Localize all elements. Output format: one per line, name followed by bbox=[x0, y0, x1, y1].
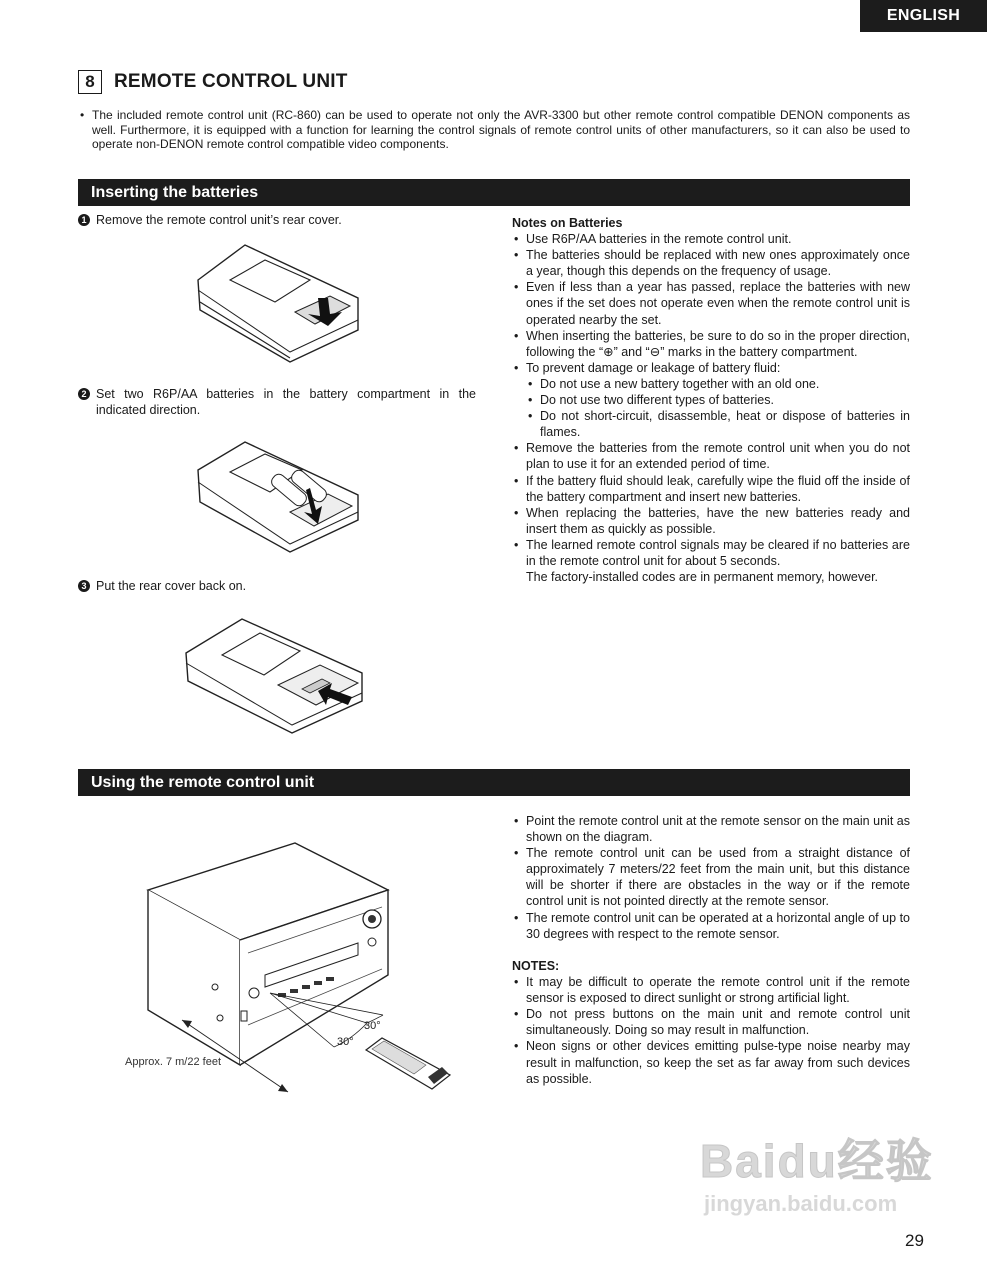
step-1 bbox=[78, 212, 476, 228]
usage-point: • Point the remote control unit at the remote sensor on the main unit as shown on the diagram. bbox=[512, 813, 910, 845]
battery-notes-title: Notes on Batteries bbox=[512, 216, 623, 230]
intro-list bbox=[78, 108, 910, 152]
usage-point: • The remote control unit can be used from a straight distance of approximately 7 meters/22 feet from the main unit, but this distance will be shorter if there are obstacles in the way or if the remote control unit is not pointed directly at the remote sensor. bbox=[512, 845, 910, 909]
angle-label-right: 30° bbox=[364, 1020, 381, 1032]
remove-cover-illustration bbox=[190, 240, 370, 365]
baidu-watermark bbox=[700, 1125, 934, 1217]
section-number: 8 bbox=[78, 70, 102, 94]
step-text-1: Remove the remote control unit’s rear cover. bbox=[96, 213, 342, 227]
battery-sub-note: • Do not short-circuit, disassemble, heat or dispose of batteries in flames. bbox=[512, 408, 910, 440]
angle-label-left: 30° bbox=[337, 1036, 354, 1048]
battery-sub-note: • Do not use a new battery together with an old one. bbox=[512, 376, 910, 392]
section-title bbox=[78, 70, 348, 94]
step-number-3: 3 bbox=[78, 580, 90, 592]
step-text-2: Set two R6P/AA batteries in the battery compartment in the indicated direction. bbox=[96, 387, 476, 417]
battery-sub-note: • Do not use two different types of batteries. bbox=[512, 392, 910, 408]
battery-note: • When replacing the batteries, have the new batteries ready and insert them as quickly as possible. bbox=[512, 505, 910, 537]
battery-note: • The learned remote control signals may be cleared if no batteries are in the remote control unit for about 5 seconds. bbox=[512, 537, 910, 569]
remote-control-drawing bbox=[366, 1038, 450, 1089]
usage-note: • It may be difficult to operate the remote control unit if the remote sensor is exposed to direct sunlight or strong artificial light. bbox=[512, 974, 910, 1006]
battery-note: • Remove the batteries from the remote control unit when you do not plan to use it for an extended period of time. bbox=[512, 440, 910, 472]
step-3 bbox=[78, 578, 476, 594]
battery-note: • If the battery fluid should leak, carefully wipe the fluid off the inside of the battery compartment and insert new batteries. bbox=[512, 473, 910, 505]
battery-note: • The batteries should be replaced with new ones approximately once a year, though this depends on the frequency of usage. bbox=[512, 247, 910, 279]
step-number-2: 2 bbox=[78, 388, 90, 400]
watermark-brand: Baidu经验 bbox=[700, 1135, 934, 1187]
using-heading: Using the remote control unit bbox=[91, 773, 315, 791]
battery-note: • Even if less than a year has passed, replace the batteries with new ones if the set does not operate even when the remote control unit is operated nearby the set. bbox=[512, 279, 910, 327]
using-points bbox=[512, 813, 910, 942]
usage-note: • Neon signs or other devices emitting pulse-type noise nearby may result in malfunction, so keep the set as far away from such devices as possible. bbox=[512, 1038, 910, 1086]
step-text-3: Put the rear cover back on. bbox=[96, 579, 247, 593]
remote-range-diagram bbox=[120, 835, 460, 1105]
replace-cover-illustration bbox=[182, 615, 377, 735]
battery-note: • Use R6P/AA batteries in the remote control unit. bbox=[512, 231, 910, 247]
using-notes bbox=[512, 958, 910, 1087]
section-heading: REMOTE CONTROL UNIT bbox=[114, 71, 348, 92]
insert-batteries-illustration bbox=[190, 440, 370, 555]
batteries-heading-bar bbox=[78, 179, 910, 206]
step-2 bbox=[78, 386, 476, 418]
battery-note-continued: The factory-installed codes are in permanent memory, however. bbox=[526, 570, 879, 585]
using-notes-title: NOTES: bbox=[512, 959, 560, 973]
usage-note: • Do not press buttons on the main unit and remote control unit simultaneously. Doing so may result in malfunction. bbox=[512, 1006, 910, 1038]
step-number-1: 1 bbox=[78, 214, 90, 226]
battery-note: • To prevent damage or leakage of battery fluid: bbox=[512, 360, 910, 376]
usage-point: • The remote control unit can be operated at a horizontal angle of up to 30 degrees with respect to the remote sensor. bbox=[512, 910, 910, 942]
intro-paragraph: • The included remote control unit (RC-860) can be used to operate not only the AVR-3300 but other remote control compatible DENON components as well. Furthermore, it is equipped with a function for learning the control signals of remote control units of other manufacturers, so it can also be used to operate non-DENON remote control compatible video components. bbox=[78, 108, 910, 152]
page-number: 29 bbox=[905, 1231, 924, 1250]
watermark-url: jingyan.baidu.com bbox=[704, 1191, 898, 1216]
distance-label: Approx. 7 m/22 feet bbox=[125, 1056, 221, 1068]
batteries-heading: Inserting the batteries bbox=[91, 183, 259, 201]
battery-notes bbox=[512, 215, 910, 585]
using-heading-bar bbox=[78, 769, 910, 796]
language-tab: ENGLISH bbox=[860, 0, 987, 32]
battery-note: • When inserting the batteries, be sure to do so in the proper direction, following the “⊕” and “⊖” marks in the battery compartment. bbox=[512, 328, 910, 360]
